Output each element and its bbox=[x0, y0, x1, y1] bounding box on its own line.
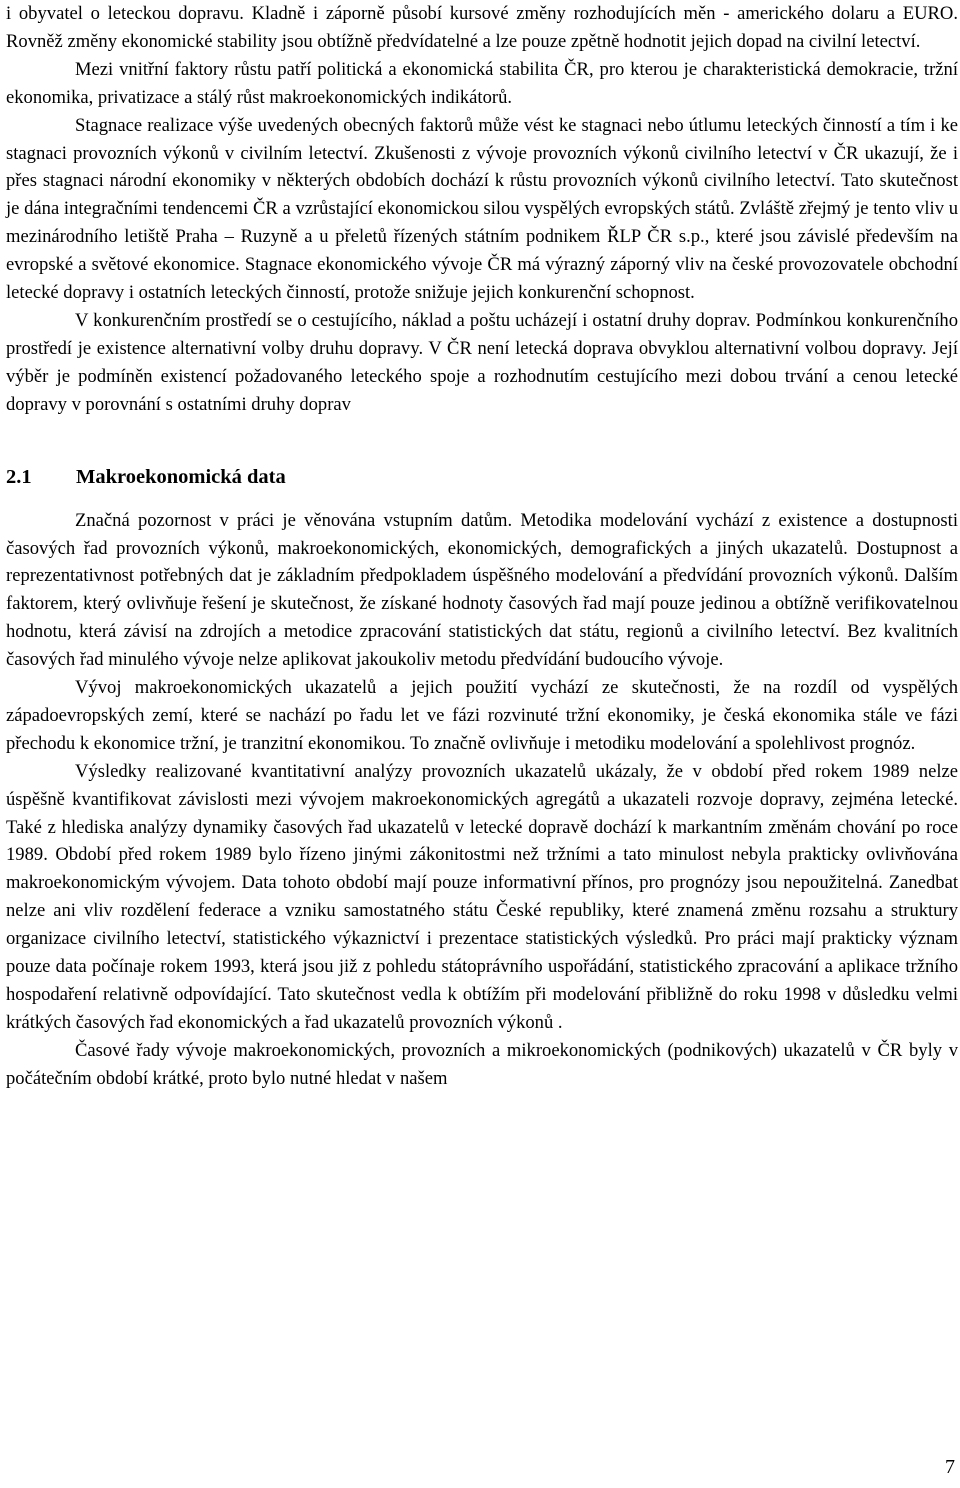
paragraph: Časové řady vývoje makroekonomických, provozních a mikroekonomických (podnikových) ukazatelů v ČR byly v počátečním období krátké, proto bylo nutné hledat v našem bbox=[6, 1039, 958, 1089]
heading-spacer bbox=[6, 492, 958, 507]
paragraph: Mezi vnitřní faktory růstu patří politická a ekonomická stabilita ČR, pro kterou je charakteristická demokracie, tržní ekonomika, privatizace a stálý růst makroekonomických indikátorů. bbox=[6, 58, 958, 108]
bottom-text-block bbox=[6, 507, 958, 1093]
section-number: 2.1 bbox=[6, 465, 32, 488]
page-number: 7 bbox=[945, 1456, 955, 1478]
paragraph: Stagnace realizace výše uvedených obecných faktorů může vést ke stagnaci nebo útlumu leteckých činností a tím i ke stagnaci provozních výkonů v civilním letectví. Zkušenosti z vývoje provozních výkonů civilního letectví v ČR ukazují, že i přes stagnaci národní ekonomiky v některých obdobích dochází k růstu provozních výkonů civilního letectví. Tato skutečnost je dána integračními tendencemi ČR a vzrůstající ekonomickou silou vyspělých evropských států. Zvláště zřejmý je tento vliv u mezinárodního letiště Praha – Ruzyně a u přeletů řízených státním podnikem ŘLP ČR s.p., které jsou závislé především na evropské a světové ekonomice. Stagnace ekonomického vývoje ČR má výrazný záporný vliv na české provozovatele obchodní letecké dopravy i ostatních leteckých činností, protože snižuje jejich konkurenční schopnost. bbox=[6, 114, 958, 304]
section-heading bbox=[6, 462, 958, 492]
top-text-block bbox=[6, 0, 958, 419]
paragraph: Výsledky realizované kvantitativní analýzy provozních ukazatelů ukázaly, že v období před rokem 1989 nelze úspěšně kvantifikovat závislosti mezi vývojem makroekonomických agregátů a ukazateli rozvoje dopravy, zejména letecké. Také z hlediska analýzy dynamiky časových řad ukazatelů v letecké dopravě dochází k markantním změnám chování po roce 1989. Období před rokem 1989 bylo řízeno jinými zákonitostmi než tržními a tato minulost nebyla prakticky ovlivňována makroekonomickým vývojem. Data tohoto období mají pouze informativní přínos, pro prognózy jsou nepoužitelná. Zanedbat nelze ani vliv rozdělení federace a vzniku samostatného státu České republiky, které znamená změnu rozsahu a struktury organizace civilního letectví, statistického výkaznictví i prezentace statistických výsledků. Pro práci mají prakticky význam pouze data počínaje rokem 1993, která jsou již z pohledu státoprávního uspořádání, statistického zpracování a aplikace tržního hospodaření relativně odpovídající. Tato skutečnost vedla k obtížím při modelování přibližně do roku 1998 v důsledku velmi krátkých časových řad ekonomických a řad ukazatelů provozních výkonů . bbox=[6, 760, 958, 1033]
document-page bbox=[6, 0, 958, 1093]
paragraph: V konkurenčním prostředí se o cestujícího, náklad a poštu ucházejí i ostatní druhy doprav. Podmínkou konkurenčního prostředí je existence alternativní volby druhu dopravy. V ČR není letecká doprava obvyklou alternativní volbou dopravy. Její výběr je podmíněn existencí požadovaného leteckého spoje a rozhodnutím cestujícího mezi dobou trvání a cenou letecké dopravy v porovnání s ostatními druhy doprav bbox=[6, 309, 958, 415]
paragraph: i obyvatel o leteckou dopravu. Kladně i záporně působí kursové změny rozhodujících měn - amerického dolaru a EURO. Rovněž změny ekonomické stability jsou obtížně předvídatelné a lze pouze zpětně hodnotit jejich dopad na civilní letectví. bbox=[6, 3, 958, 52]
paragraph: Vývoj makroekonomických ukazatelů a jejich použití vychází ze skutečnosti, že na rozdíl od vyspělých západoevropských zemí, které se nachází po řadu let ve fázi rozvinuté tržní ekonomiky, je česká ekonomika stále ve fázi přechodu k ekonomice tržní, je tranzitní ekonomikou. To značně ovlivňuje i metodiku modelování a spolehlivost prognóz. bbox=[6, 677, 958, 754]
section-title: Makroekonomická data bbox=[76, 465, 286, 488]
paragraph: Značná pozornost v práci je věnována vstupním datům. Metodika modelování vychází z existence a dostupnosti časových řad provozních výkonů, makroekonomických, ekonomických, demografických a jiných ukazatelů. Dostupnost a reprezentativnost potřebných dat je základním předpokladem úspěšného modelování a předvídání provozních výkonů. Dalším faktorem, který ovlivňuje řešení je skutečnost, že získané hodnoty časových řad mají pouze jedinou a obtížně verifikovatelnou hodnotu, která závisí na zdrojích a metodice zpracování statistických dat státu, regionů a civilního letectví. Bez kvalitních časových řad minulého vývoje nelze aplikovat jakoukoliv metodu předvídání budoucího vývoje. bbox=[6, 509, 958, 671]
